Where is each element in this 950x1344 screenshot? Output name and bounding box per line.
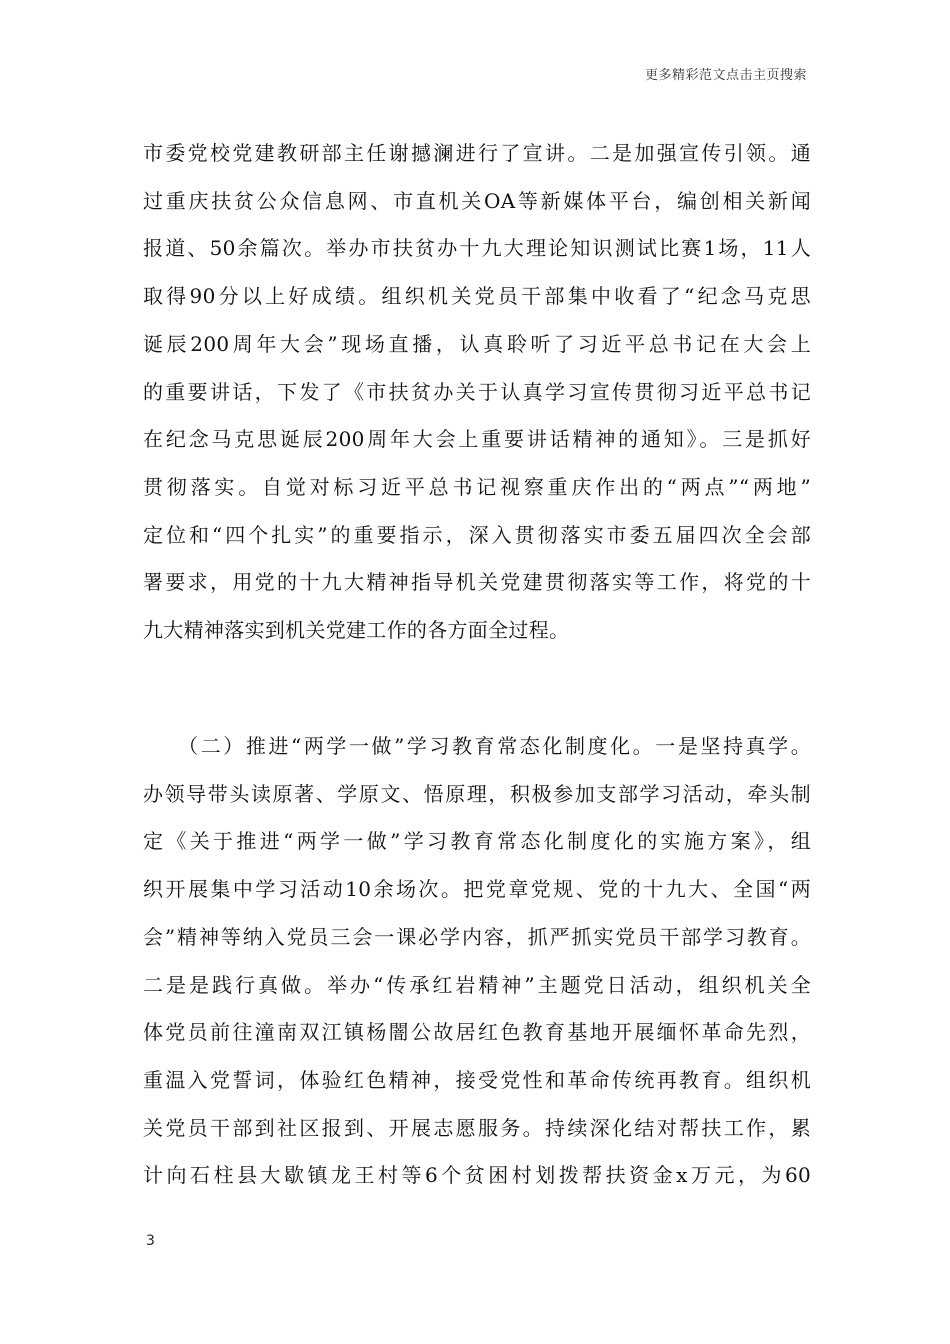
paragraph-line: 二是是践行真做。举办“传承红岩精神”主题党日活动，组织机关全 bbox=[143, 972, 811, 997]
paragraph-line: 贯彻落实。自觉对标习近平总书记视察重庆作出的“两点”“两地” bbox=[143, 474, 811, 499]
paragraph-line: 计向石柱县大歇镇龙王村等6个贫困村划拨帮扶资金x万元，为60 bbox=[143, 1163, 811, 1188]
paragraph-line: 诞辰200周年大会”现场直播，认真聆听了习近平总书记在大会上 bbox=[143, 331, 811, 356]
paragraph-line: 重温入党誓词，体验红色精神，接受党性和革命传统再教育。组织机 bbox=[143, 1067, 811, 1092]
paragraph-line: 关党员干部到社区报到、开展志愿服务。持续深化结对帮扶工作，累 bbox=[143, 1115, 811, 1140]
paragraph-line: 定《关于推进“两学一做”学习教育常态化制度化的实施方案》，组 bbox=[143, 829, 811, 854]
page-number: 3 bbox=[146, 1233, 155, 1249]
paragraph-1 bbox=[143, 130, 811, 655]
paragraph-line: 报道、50余篇次。举办市扶贫办十九大理论知识测试比赛1场，11人 bbox=[143, 236, 811, 261]
paragraph-line: 会”精神等纳入党员三会一课必学内容，抓严抓实党员干部学习教育。 bbox=[143, 924, 811, 949]
paragraph-line: 取得90分以上好成绩。组织机关党员干部集中收看了“纪念马克思 bbox=[143, 284, 811, 309]
paragraph-line: （二）推进“两学一做”学习教育常态化制度化。一是坚持真学。 bbox=[143, 734, 811, 758]
paragraph-line: 体党员前往潼南双江镇杨闇公故居红色教育基地开展缅怀革命先烈， bbox=[143, 1020, 811, 1045]
paragraph-line: 九大精神落实到机关党建工作的各方面全过程。 bbox=[143, 618, 570, 643]
paragraph-line: 在纪念马克思诞辰200周年大会上重要讲话精神的通知》。三是抓好 bbox=[143, 427, 811, 452]
homepage-search-link[interactable]: 更多精彩范文点击主页搜索 bbox=[644, 68, 807, 83]
paragraph-line: 署要求，用党的十九大精神指导机关党建贯彻落实等工作，将党的十 bbox=[143, 570, 811, 595]
paragraph-line: 定位和“四个扎实”的重要指示，深入贯彻落实市委五届四次全会部 bbox=[143, 522, 811, 547]
paragraph-line: 办领导带头读原著、学原文、悟原理，积极参加支部学习活动，牵头制 bbox=[143, 781, 811, 806]
paragraph-line: 过重庆扶贫公众信息网、市直机关OA等新媒体平台，编创相关新闻 bbox=[143, 188, 811, 213]
paragraph-2 bbox=[143, 723, 811, 1200]
paragraph-line: 的重要讲话，下发了《市扶贫办关于认真学习宣传贯彻习近平总书记 bbox=[143, 379, 811, 404]
paragraph-line: 织开展集中学习活动10余场次。把党章党规、党的十九大、全国“两 bbox=[143, 877, 811, 902]
paragraph-line: 市委党校党建教研部主任谢撼澜进行了宣讲。二是加强宣传引领。通 bbox=[143, 141, 811, 165]
